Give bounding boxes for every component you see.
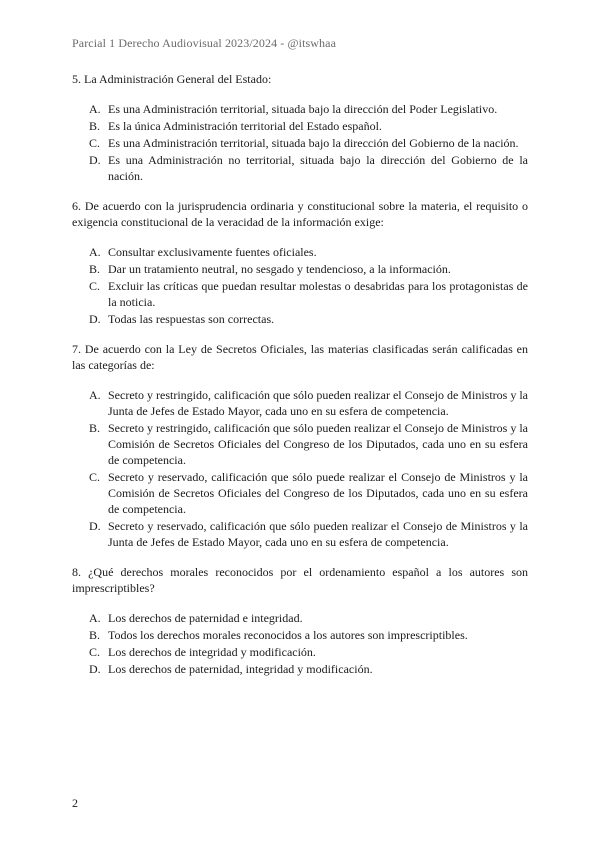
option-text: Secreto y reservado, calificación que sólo pueden realizar el Consejo de Ministros y la Junta de Jefes de Estado Mayor, cada uno en su esfera de competencia. <box>108 519 528 549</box>
option-letter: C. <box>89 279 101 293</box>
option-text: Es una Administración no territorial, situada bajo la dirección del Gobierno de la nación. <box>108 153 528 183</box>
option-letter: A. <box>89 611 101 625</box>
option-letter: C. <box>89 136 101 150</box>
option-letter: A. <box>89 388 101 402</box>
option-letter: D. <box>89 519 101 533</box>
question-6 <box>72 198 528 327</box>
question-text: 7. De acuerdo con la Ley de Secretos Oficiales, las materias clasificadas serán calificadas en las categorías de: <box>72 342 528 372</box>
option-d <box>72 311 528 327</box>
option-text: Los derechos de integridad y modificación. <box>108 645 316 659</box>
option-letter: B. <box>89 628 101 642</box>
option-a <box>72 610 528 626</box>
option-letter: C. <box>89 645 101 659</box>
option-letter: B. <box>89 119 101 133</box>
option-text: Secreto y restringido, calificación que sólo pueden realizar el Consejo de Ministros y la Junta de Jefes de Estado Mayor, cada uno en su esfera de competencia. <box>108 388 528 418</box>
option-letter: D. <box>89 312 101 326</box>
option-text: Secreto y reservado, calificación que sólo puede realizar el Consejo de Ministros y la Comisión de Secretos Oficiales del Congreso de los Diputados, cada uno en su esfera de competencia. <box>108 470 528 516</box>
option-text: Es una Administración territorial, situada bajo la dirección del Poder Legislativo. <box>108 102 498 116</box>
option-text: Dar un tratamiento neutral, no sesgado y tendencioso, a la información. <box>108 262 451 276</box>
option-letter: A. <box>89 102 101 116</box>
page-header: Parcial 1 Derecho Audiovisual 2023/2024 - @itswhaa <box>72 36 336 50</box>
option-d <box>72 152 528 184</box>
option-c <box>72 135 528 151</box>
option-letter: B. <box>89 421 101 435</box>
option-text: Los derechos de paternidad, integridad y modificación. <box>108 662 373 676</box>
question-7 <box>72 341 528 550</box>
option-letter: C. <box>89 470 101 484</box>
option-letter: D. <box>89 153 101 167</box>
question-text: 5. La Administración General del Estado: <box>72 72 272 86</box>
question-text: 6. De acuerdo con la jurisprudencia ordinaria y constitucional sobre la materia, el requisito o exigencia constitucional de la veracidad de la información exige: <box>72 199 528 229</box>
option-text: Los derechos de paternidad e integridad. <box>108 611 303 625</box>
option-d <box>72 518 528 550</box>
option-text: Todas las respuestas son correctas. <box>108 312 275 326</box>
option-d <box>72 661 528 677</box>
answer-options <box>72 244 528 327</box>
answer-options <box>72 387 528 550</box>
option-text: Todos los derechos morales reconocidos a los autores son imprescriptibles. <box>108 628 468 642</box>
question-5 <box>72 71 528 184</box>
option-text: Consultar exclusivamente fuentes oficiales. <box>108 245 317 259</box>
option-c <box>72 278 528 310</box>
option-letter: D. <box>89 662 101 676</box>
option-text: Secreto y restringido, calificación que sólo pueden realizar el Consejo de Ministros y la Comisión de Secretos Oficiales del Congreso de los Diputados, cada uno en su esfera de competencia. <box>108 421 528 467</box>
option-a <box>72 101 528 117</box>
option-text: Es una Administración territorial, situada bajo la dirección del Gobierno de la nación. <box>108 136 519 150</box>
answer-options <box>72 610 528 677</box>
option-text: Excluir las críticas que puedan resultar molestas o desabridas para los protagonistas de la noticia. <box>108 279 528 309</box>
option-b <box>72 420 528 468</box>
option-letter: B. <box>89 262 101 276</box>
option-b <box>72 118 528 134</box>
question-text: 8. ¿Qué derechos morales reconocidos por el ordenamiento español a los autores son imprescriptibles? <box>72 565 528 595</box>
question-8 <box>72 564 528 677</box>
document-body <box>72 71 528 691</box>
option-a <box>72 244 528 260</box>
option-c <box>72 469 528 517</box>
option-b <box>72 261 528 277</box>
page-number: 2 <box>72 796 78 810</box>
option-a <box>72 387 528 419</box>
answer-options <box>72 101 528 184</box>
option-b <box>72 627 528 643</box>
option-c <box>72 644 528 660</box>
option-text: Es la única Administración territorial del Estado español. <box>108 119 382 133</box>
option-letter: A. <box>89 245 101 259</box>
